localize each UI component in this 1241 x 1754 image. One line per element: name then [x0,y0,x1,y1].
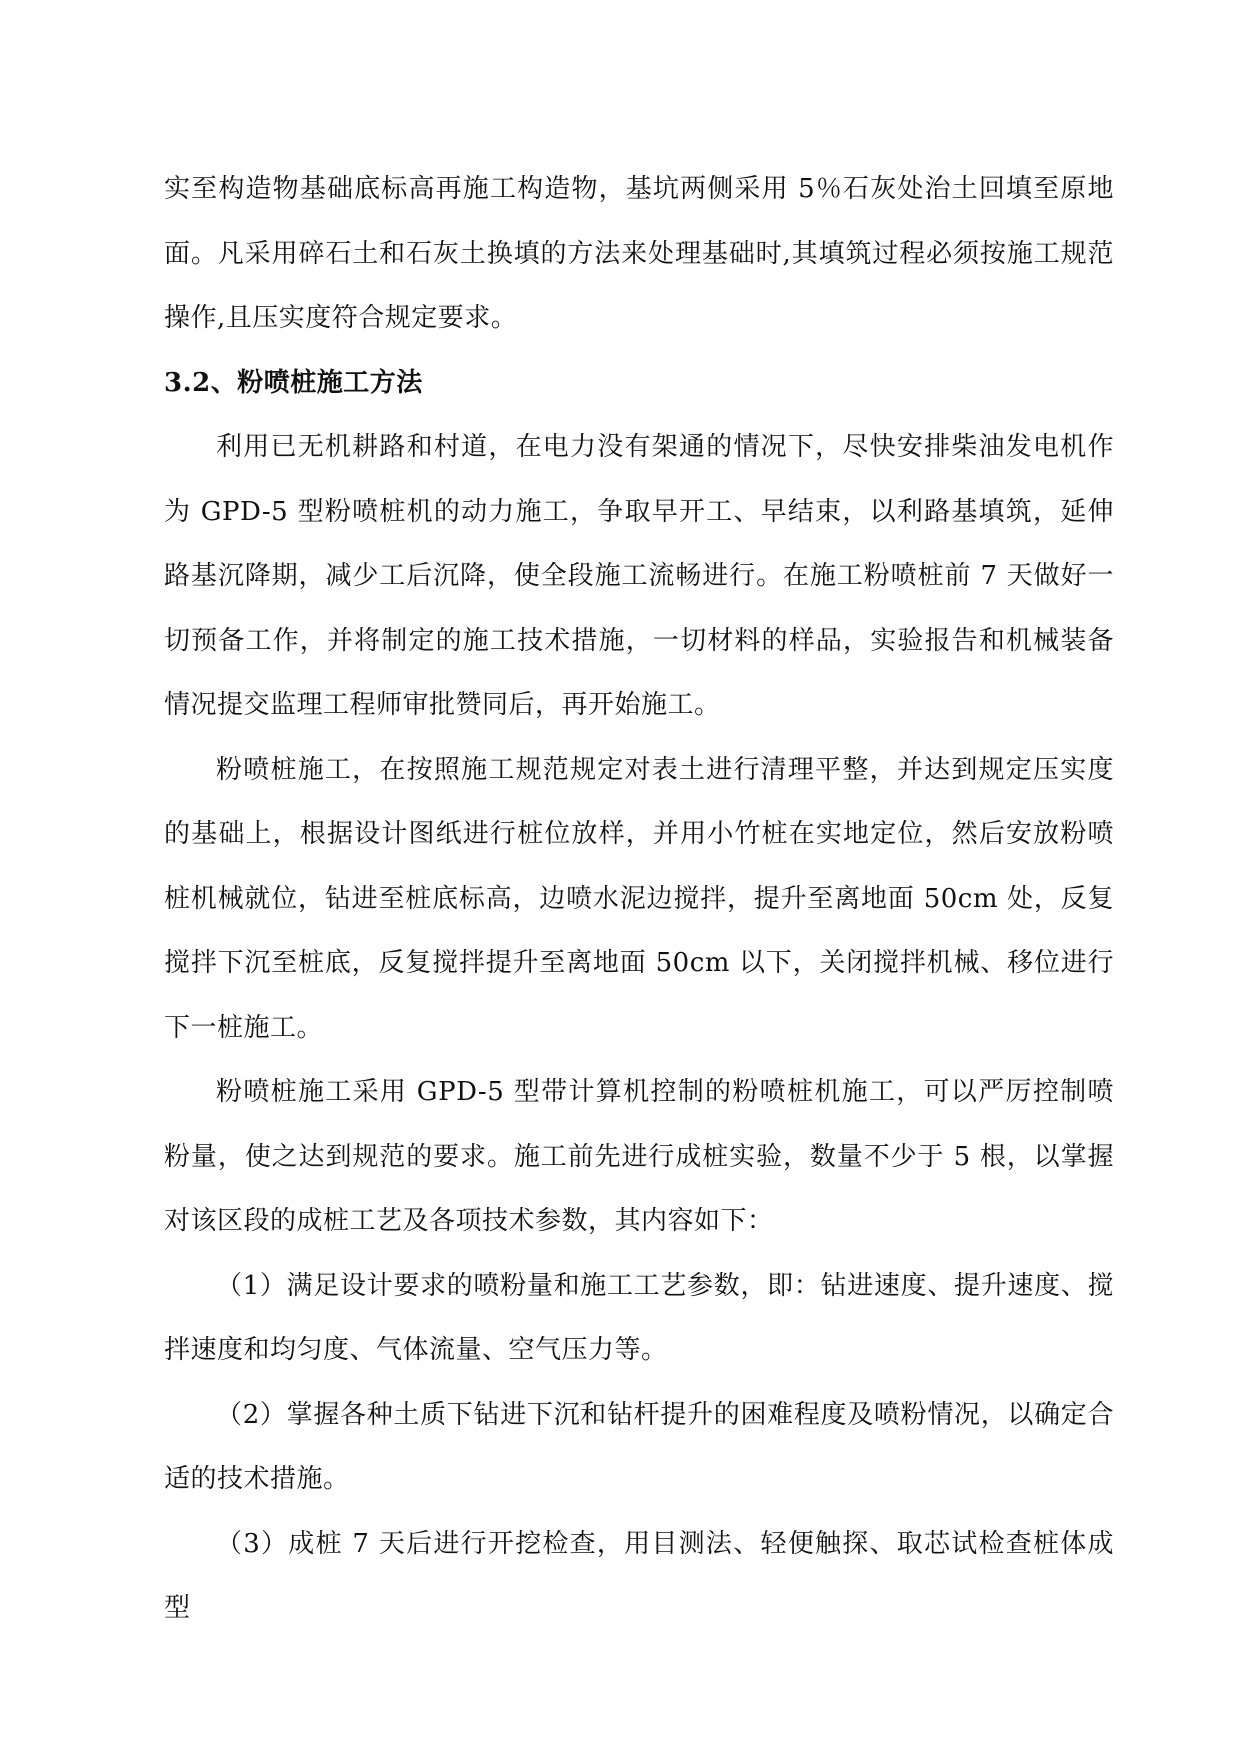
list-item-3: （3）成桩 7 天后进行开挖检查，用目测法、轻便触探、取芯试检查桩体成型 [164,1528,1114,1623]
paragraph-pile-construction: 粉喷桩施工，在按照施工规范规定对表土进行清理平整，并达到规定压实度的基础上，根据设计图纸进行桩位放样，并用小竹桩在实地定位，然后安放粉喷桩机械就位，钻进至桩底标高，边喷水泥边搅拌，提升至离地面 50cm 处，反复搅拌下沉至桩底，反复搅拌提升至离地面 50cm 以下，关闭搅拌机械、移位进行下一桩施工。 [164,754,1114,1043]
paragraph-continuation: 实至构造物基础底标高再施工构造物，基坑两侧采用 5％石灰处治土回填至原地面。凡采用碎石土和石灰土换填的方法来处理基础时,其填筑过程必须按施工规范操作,且压实度符合规定要求。 [164,174,1114,333]
section-heading: 3.2、粉喷桩施工方法 [164,367,423,398]
list-item-1: （1）满足设计要求的喷粉量和施工工艺参数，即：钻进速度、提升速度、搅拌速度和均匀度、气体流量、空气压力等。 [164,1270,1114,1365]
list-item-2: （2）掌握各种土质下钻进下沉和钻杆提升的困难程度及喷粉情况，以确定合适的技术措施。 [164,1399,1114,1494]
paragraph-pile-machine: 粉喷桩施工采用 GPD-5 型带计算机控制的粉喷桩机施工，可以严厉控制喷粉量，使之达到规范的要求。施工前先进行成桩实验，数量不少于 5 根，以掌握对该区段的成桩工艺及各项技术参数，其内容如下： [164,1077,1114,1236]
paragraph-power-supply: 利用已无机耕路和村道，在电力没有架通的情况下，尽快安排柴油发电机作为 GPD-5 型粉喷桩机的动力施工，争取早开工、早结束，以利路基填筑，延伸路基沉降期，减少工后沉降，使全段施工流畅进行。在施工粉喷桩前 7 天做好一切预备工作，并将制定的施工技术措施，一切材料的样品，实验报告和机械装备情况提交监理工程师审批赞同后，再开始施工。 [164,432,1114,720]
document-body [164,157,1114,1641]
